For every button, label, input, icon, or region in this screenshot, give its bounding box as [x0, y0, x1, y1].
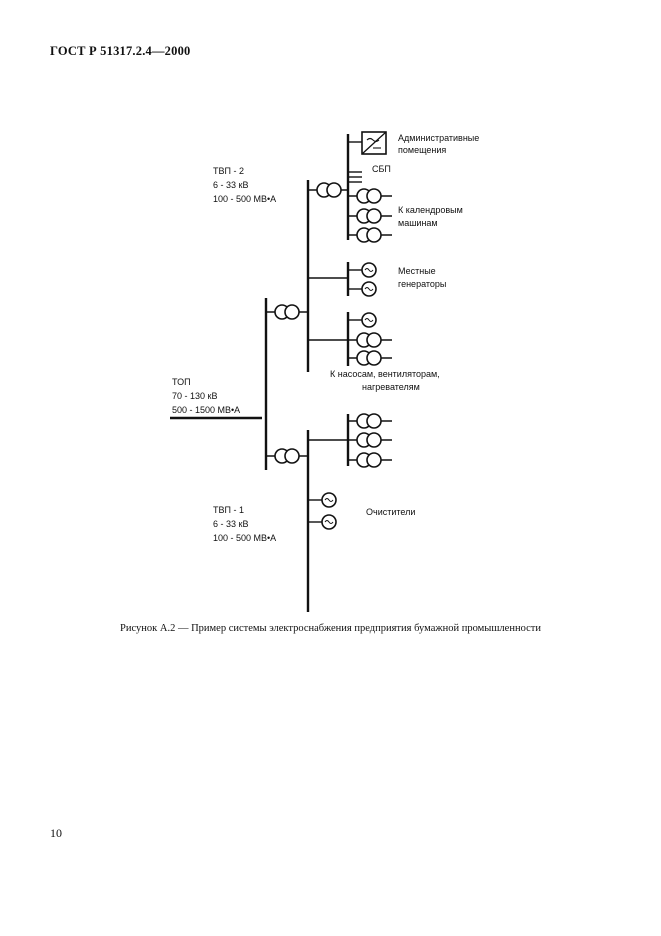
admin-label-line1: Административные: [398, 133, 480, 143]
transformer-top-upper: [275, 305, 299, 319]
top-label-line1: ТОП: [172, 377, 191, 387]
ups-label: СБП: [372, 164, 391, 174]
cleaner-motor-icon: [308, 493, 336, 529]
cleaners-label: Очистители: [366, 507, 416, 517]
tvp2-label-line2: 6 - 33 кВ: [213, 180, 249, 190]
page-number: 10: [50, 826, 62, 840]
pumps-label-line1: К насосам, вентиляторам,: [330, 369, 440, 379]
top-label-line3: 500 - 1500 МВ•А: [172, 405, 241, 415]
motor-icon: [348, 313, 376, 327]
tvp1-transformers: [348, 414, 392, 467]
pumps-label-line2: нагревателям: [362, 382, 420, 392]
generators-label-line2: генераторы: [398, 279, 447, 289]
transformer-tvp2-feeder: [317, 183, 341, 197]
admin-label-line2: помещения: [398, 145, 447, 155]
calender-label-line1: К календровым: [398, 205, 463, 215]
document-header: ГОСТ Р 51317.2.4—2000: [50, 44, 191, 58]
tvp2-label-line3: 100 - 500 МВ•А: [213, 194, 277, 204]
ups-converter-icon: [362, 132, 386, 154]
ups-battery-icon: [348, 172, 362, 182]
pumps-transformers: [348, 333, 392, 365]
figure-caption: Рисунок А.2 — Пример системы электроснабжения предприятия бумажной промышленности: [120, 623, 541, 634]
tvp1-label-line1: ТВП - 1: [213, 505, 244, 515]
transformer-top-lower: [275, 449, 299, 463]
tvp2-label-line1: ТВП - 2: [213, 166, 244, 176]
generator-icon: [348, 263, 376, 296]
calender-label-line2: машинам: [398, 218, 438, 228]
top-label-line2: 70 - 130 кВ: [172, 391, 218, 401]
calender-transformers: [348, 189, 392, 242]
tvp1-label-line3: 100 - 500 МВ•А: [213, 533, 277, 543]
generators-label-line1: Местные: [398, 266, 436, 276]
tvp1-label-line2: 6 - 33 кВ: [213, 519, 249, 529]
